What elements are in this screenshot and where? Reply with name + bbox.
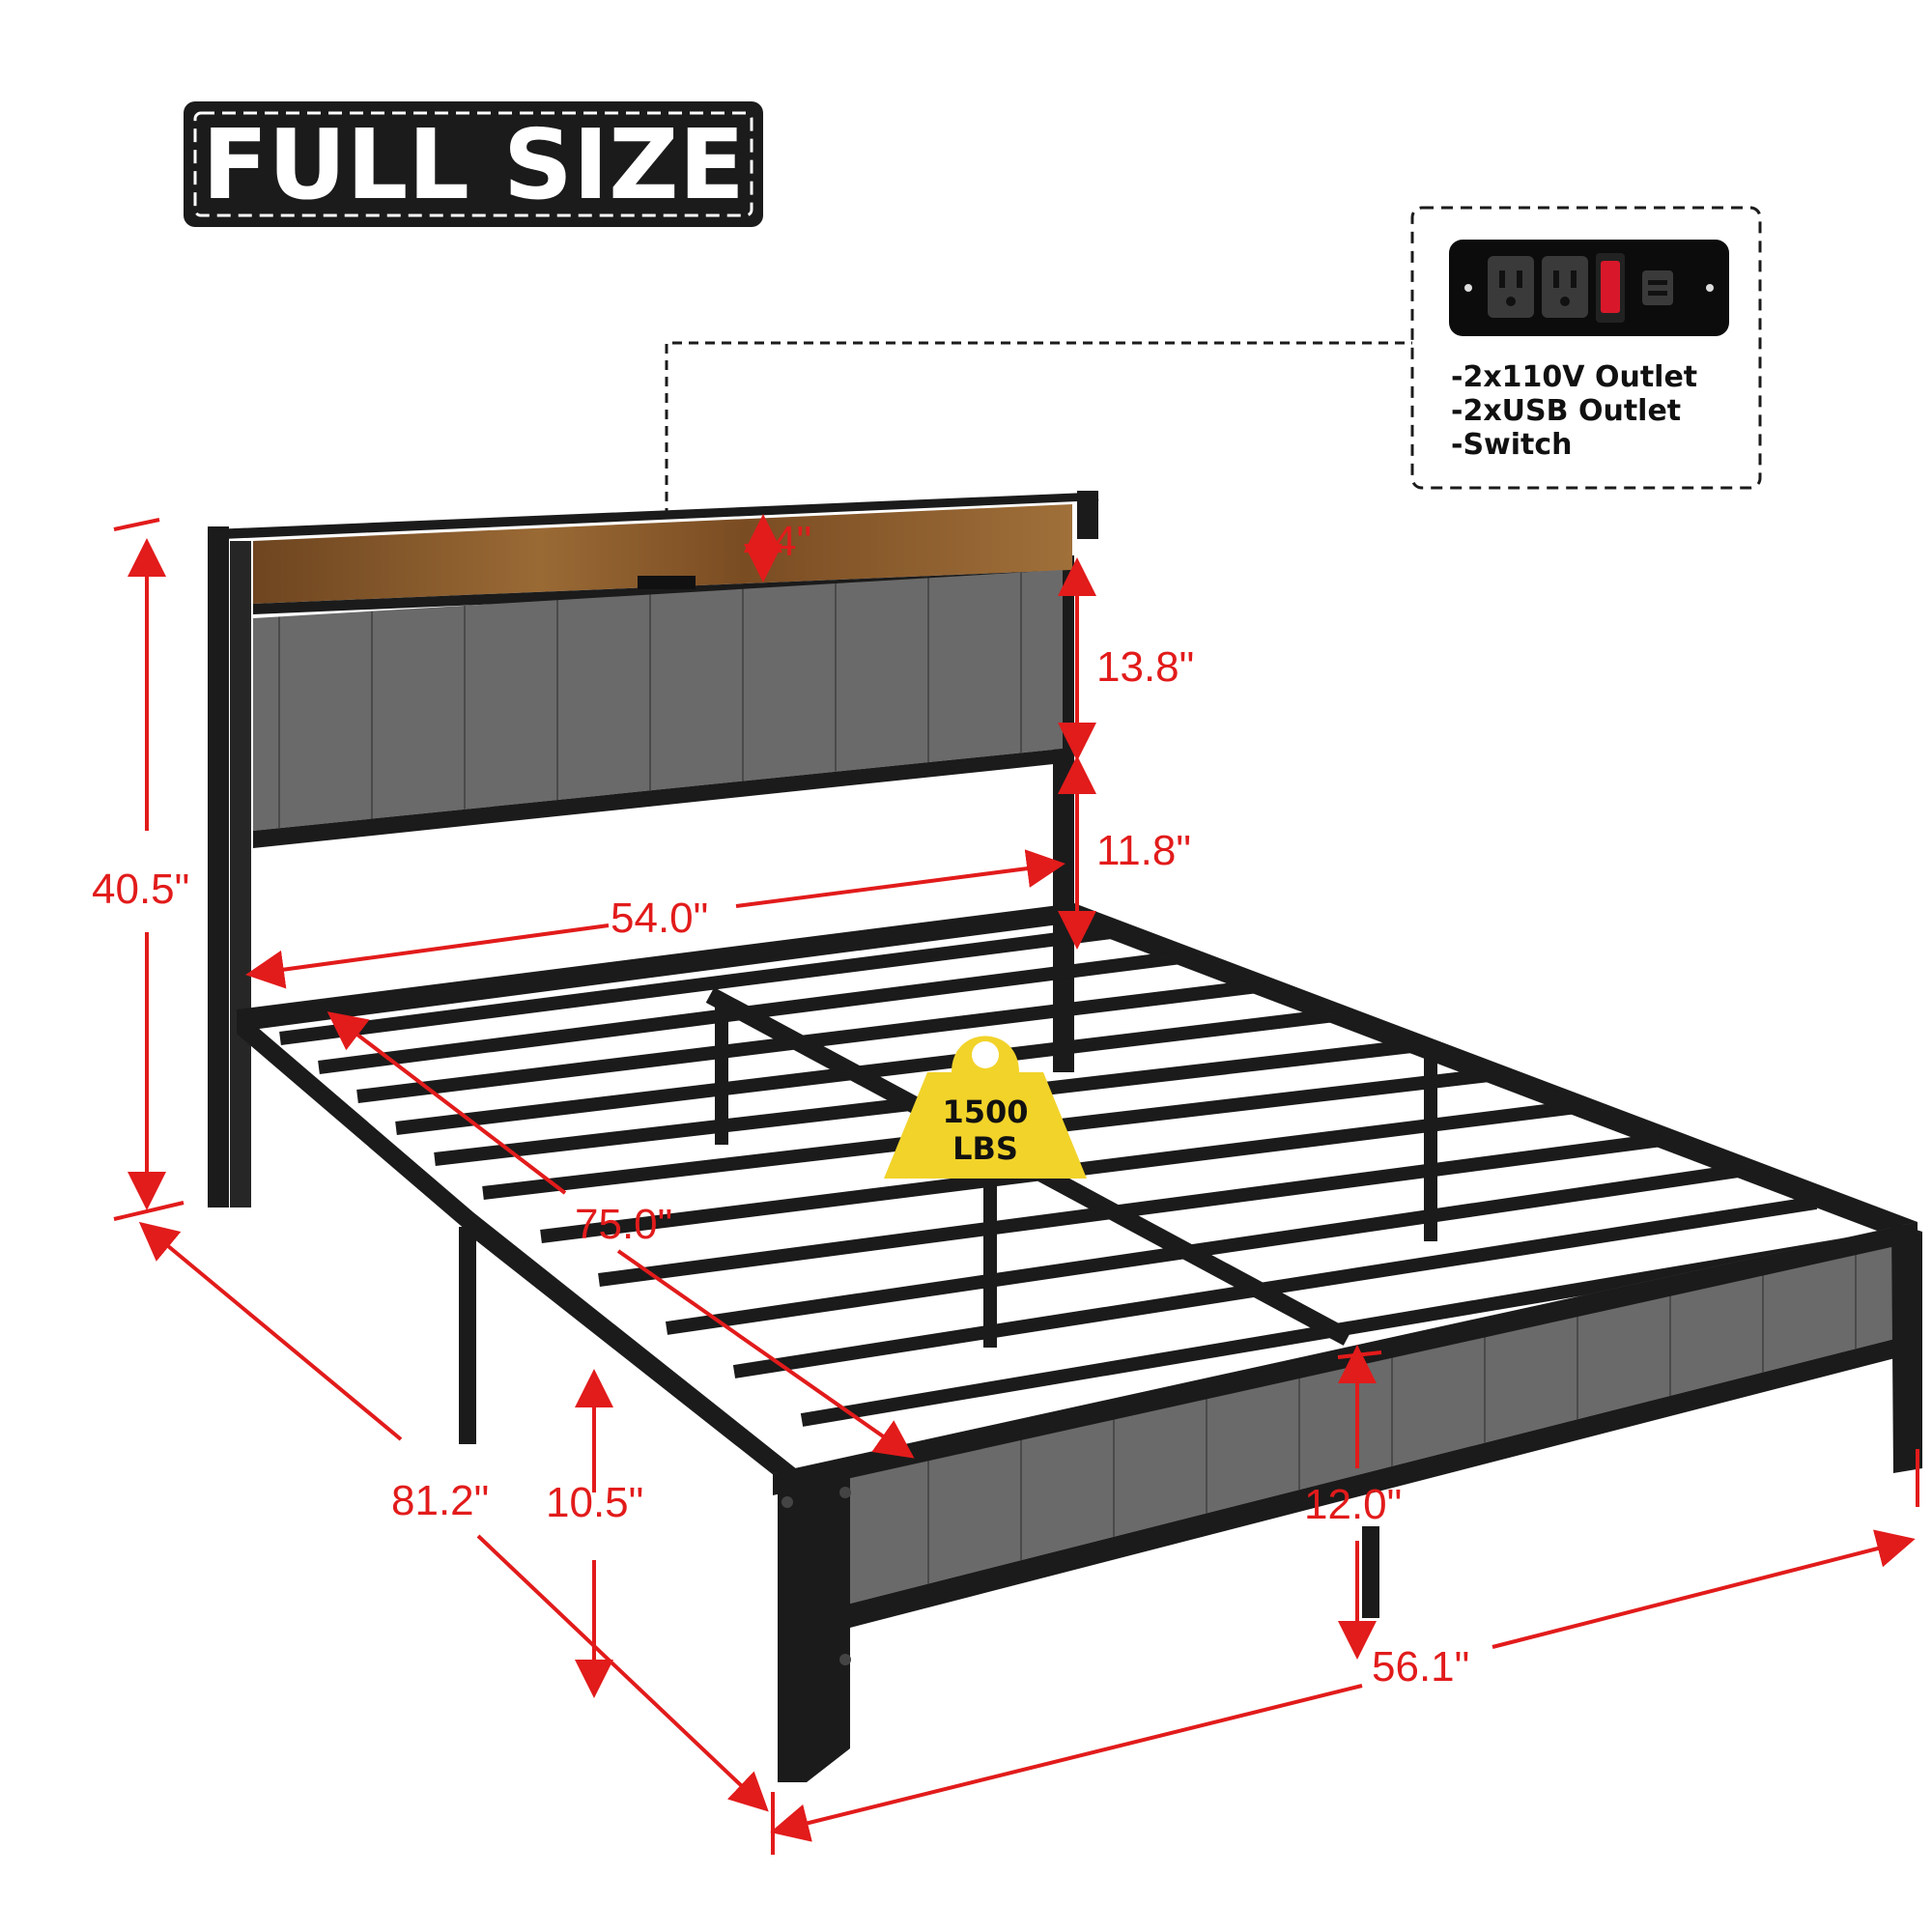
shelf-power-strip: [638, 576, 696, 589]
feature-item: -2x110V Outlet: [1451, 360, 1698, 394]
dim-inner-length: 75.0": [575, 1201, 673, 1248]
weight-unit: LBS: [952, 1130, 1018, 1167]
title-text: FULL SIZE: [202, 108, 745, 221]
dim-headboard-gap-height: 11.8": [1096, 827, 1191, 874]
dim-frame-height: 12.0": [1304, 1481, 1403, 1528]
dim-overall-length: 81.2": [391, 1477, 490, 1524]
dim-overall-width: 56.1": [1372, 1643, 1470, 1690]
dim-headboard-panel-height: 13.8": [1096, 643, 1195, 691]
feature-item: -2xUSB Outlet: [1451, 394, 1682, 428]
ac-outlet-icon: [1542, 256, 1588, 318]
feature-callout: [1412, 208, 1760, 488]
title-badge: [184, 101, 763, 227]
usb-port-icon: [1642, 270, 1673, 305]
feature-item: -Switch: [1451, 428, 1573, 462]
dim-shelf-height: 4": [773, 518, 812, 565]
dim-inner-width: 54.0": [611, 895, 709, 942]
power-strip-icon: [1449, 240, 1729, 336]
dim-overall-height: 40.5": [92, 866, 190, 913]
weight-value: 1500: [942, 1094, 1029, 1130]
dim-clearance-height: 10.5": [546, 1479, 644, 1526]
ac-outlet-icon: [1488, 256, 1534, 318]
